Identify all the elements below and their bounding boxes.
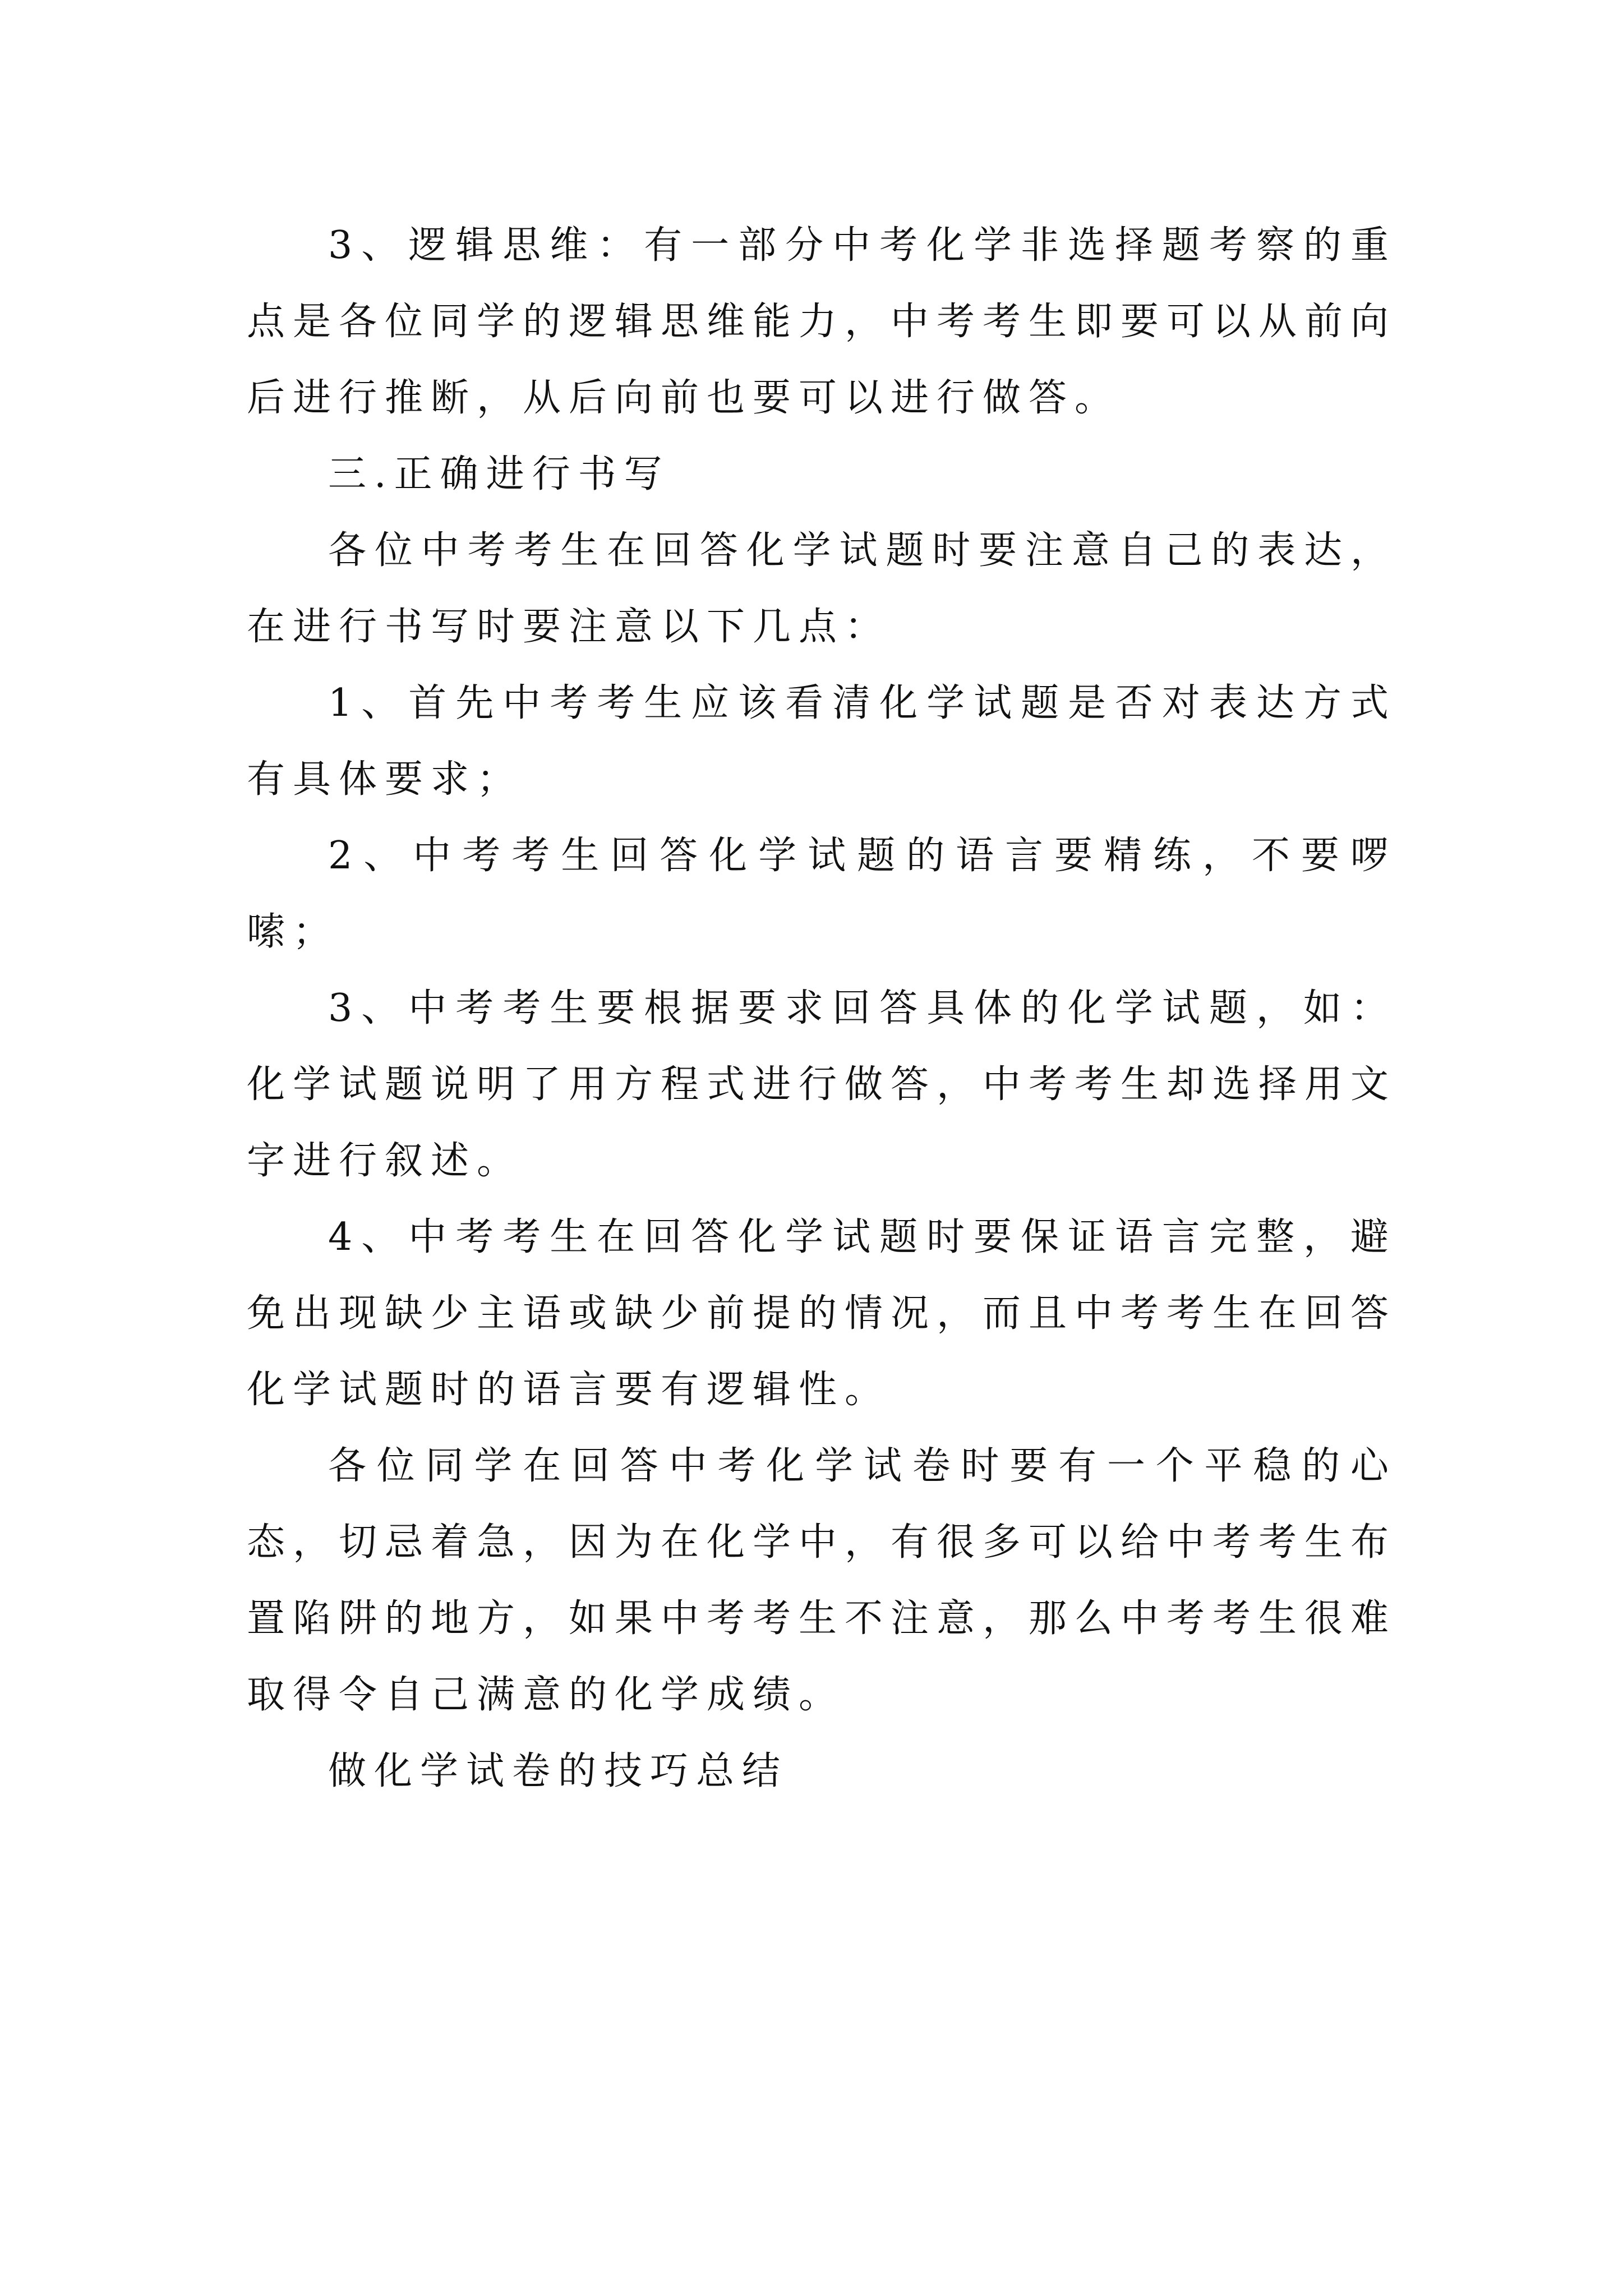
list-item-point-3: 3、中考考生要根据要求回答具体的化学试题，如：化学试题说明了用方程式进行做答，中考考生却选择用文字进行叙述。 <box>247 986 1397 1183</box>
paragraph-logical-thinking: 3、逻辑思维：有一部分中考化学非选择题考察的重点是各位同学的逻辑思维能力，中考考生即要可以从前向后进行推断，从后向前也要可以进行做答。 <box>247 223 1397 420</box>
paragraph-mindset: 各位同学在回答中考化学试卷时要有一个平稳的心态，切忌着急，因为在化学中，有很多可以给中考考生布置陷阱的地方，如果中考考生不注意，那么中考考生很难取得令自己满意的化学成绩。 <box>247 1444 1397 1717</box>
document-body <box>247 208 1396 1810</box>
list-item-point-4: 4、中考考生在回答化学试题时要保证语言完整，避免出现缺少主语或缺少前提的情况，而且中考考生在回答化学试题时的语言要有逻辑性。 <box>247 1215 1397 1412</box>
list-item-point-2: 2、中考考生回答化学试题的语言要精练，不要啰嗦； <box>247 834 1396 954</box>
section-heading-tips-summary: 做化学试卷的技巧总结 <box>328 1749 789 1793</box>
list-item-point-1: 1、首先中考考生应该看清化学试题是否对表达方式有具体要求； <box>247 681 1396 802</box>
paragraph-writing-intro: 各位中考考生在回答化学试题时要注意自己的表达，在进行书写时要注意以下几点： <box>247 528 1396 649</box>
section-heading-correct-writing: 三.正确进行书写 <box>328 452 670 496</box>
